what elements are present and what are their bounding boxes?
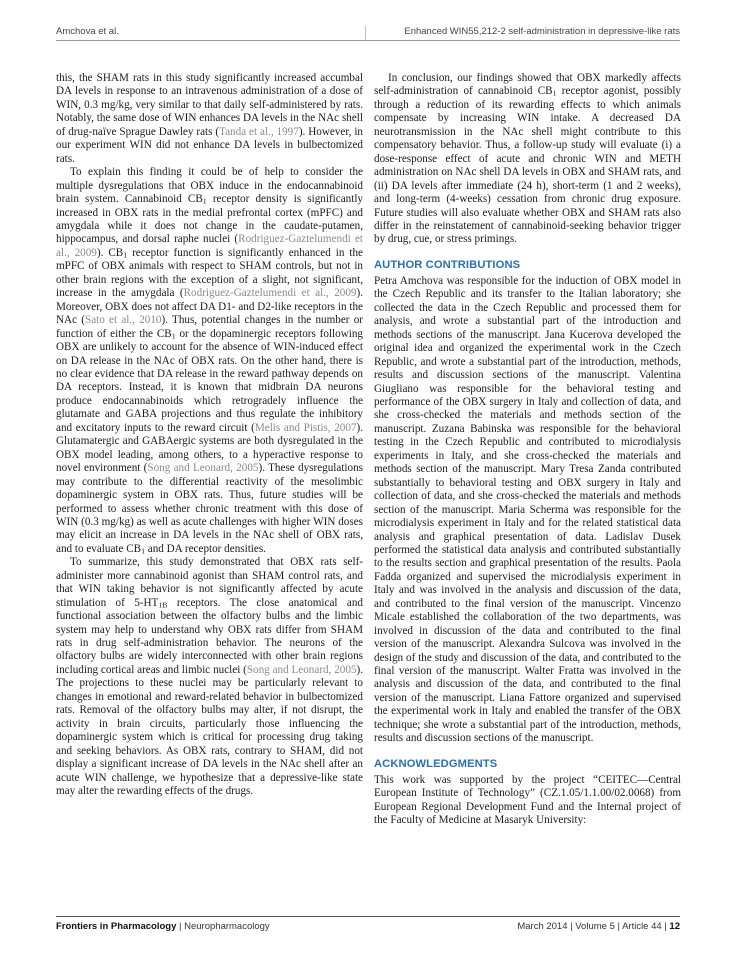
citation[interactable]: Tanda et al., 1997 [219,125,299,138]
citation[interactable]: Melis and Pistis, 2007 [254,421,357,434]
paragraph-acknowledgments: This work was supported by the project “CEITEC—Central European Institute of Technology” (CZ.1.05/1.1.00/02.0068) from European Regional Development Fund and the Internal project of the Faculty of Medicine at Masaryk University: [374,773,681,827]
paragraph-left-3: To summarize, this study demonstrated that OBX rats self-administer more cannabinoid agonist than SHAM control rats, and that WIN taking behavior is not significantly affected by acute stimulation of $5-HT_{1B}$ receptors. The close anatomical and functional association between the olfactory bulbs and the limbic system may help to understand why OBX rats differ from SHAM rats in drug self-administration behavior. The neurons of the olfactory bulbs are widely interconnected with other brain regions including cortical areas and limbic nuclei (Song and Leonard, 2005). The projections to these nuclei may be particularly relevant to changes in emotional and reward-related behavior in bulbectomized rats. Removal of the olfactory bulbs may alter, if not disrupt, the activity in brain circuits, particularly those influencing the dopaminergic system which is critical for processing drug taking and seeking behaviors. As OBX rats, contrary to SHAM, did not display a significant increase of DA levels in the NAc shell after an acute WIN challenge, we hypothesize that a depressive-like state may alter the rewarding effects of the drugs. [56,556,363,798]
footer-journal: Frontiers in Pharmacology | Neuropharmacology [56,921,270,932]
paragraph-left-2: To explain this finding it could be of help to consider the multiple dysregulations that OBX induce in the endocannabinoid brain system. Cannabinoid $CB_1$ receptor density is significantly increased in OBX rats in the medial prefrontal cortex (mPFC) and amygdala while it does not change in the caudate-putamen, hippocampus, and dorsal raphe nuclei (Rodriguez-Gaztelumendi et al., 2009). $CB_1$ receptor function is significantly enhanced in the mPFC of OBX animals with respect to SHAM controls, but not in other brain regions with the exception of a slight, not significant, increase in the amygdala (Rodriguez-Gaztelumendi et al., 2009). Moreover, OBX does not affect DA D1- and D2-like receptors in the NAc (Sato et al., 2010). Thus, potential changes in the number or function of either the $CB_1$ or the dopaminergic receptors following OBX are unlikely to account for the absence of WIN-induced effect on DA release in the NAc of OBX rats. On the other hand, there is no clear evidence that DA release in the reward pathway depends on DA receptors. Instead, it is known that midbrain DA neurons produce endocannabinoids which retrogradely influence the glutamate and GABA projections and thus regulate the inhibitory and excitatory inputs to the reward circuit (Melis and Pistis, 2007). Glutamatergic and GABAergic systems are both dysregulated in the OBX model leading, among others, to a hyperactive response to novel environment (Song and Leonard, 2005). These dysregulations may contribute to the differential reactivity of the mesolimbic dopaminergic system in OBX rats. Thus, future studies will be performed to assess whether chronic treatment with this dose of WIN (0.3 mg/kg) as well as acute challenges with higher WIN doses may elicit an increase in DA levels in the NAc shell of OBX rats, and to evaluate $CB_1$ and DA receptor densities. [56,166,364,556]
citation[interactable]: Rodriguez-Gaztelumendi et al., 2009 [183,287,357,300]
paragraph-left-1: this, the SHAM rats in this study significantly increased accumbal DA levels in response to an intravenous administration of a dose of WIN, 0.3 mg/kg, very similar to that daily self-administered by rats. Notably, the same dose of WIN enhances DA levels in the NAc shell of drug-naïve Sprague Dawley rats (Tanda et al., 1997). However, in our experiment WIN did not enhance DA levels in bulbectomized rats. [56,72,363,165]
citation[interactable]: Song and Leonard, 2005 [147,462,259,475]
citation[interactable]: Rodriguez-Gaztelumendi et al., 2009 [56,233,363,259]
running-header [56,22,680,38]
running-header-authors: Amchova et al. [56,26,119,37]
page-number: 12 [669,921,680,932]
paragraph-author-contributions: Petra Amchova was responsible for the induction of OBX model in the Czech Republic and its transfer to the Italian laboratory; she collected the data in the Czech Republic and processed them for analysis, and wrote a substantial part of the introduction and methods sections of the manuscript. Jana Kucerova developed the original idea and organized the experimental work in the Czech Republic, and wrote a substantial part of the introduction, methods, results and discussion sections of the manuscript. Valentina Giugliano was responsible for the behavioral testing and performance of the OBX surgery in Italy and collection of data, and she cross-checked the materials and methods section of the manuscript. Zuzana Babinska was responsible for the behavioral testing in the Czech Republic and contributed to microdialysis experiments in Italy, and she cross-checked the materials and methods section of the manuscript. Mary Tresa Zanda contributed substantially to behavioral testing and OBX surgery in Italy and collection of data, and she cross-checked the materials and methods section of the manuscript. Maria Scherma was responsible for the microdialysis experiment in Italy and for the related statistical data analysis and graphical presentation of data. Ladislav Dusek performed the statistical data analysis and contributed substantially to the results section and graphical presentation of the results. Paola Fadda organized and supervised the microdialysis experiment in Italy and was involved in the analysis and discussion of the data, and contributed to the final version of the manuscript. Vincenzo Micale established the collaboration of the two departments, was involved in discussion of the data and contributed to the final version of the manuscript. Alexandra Sulcova was involved in the design of the study and discussion of the data, and contributed to the final version of the manuscript. Walter Fratta was involved in the analysis and discussion of the data, and contributed to the final version of the manuscript. Liana Fattore organized and supervised the experimental work in Italy and enabled the transfer of the OBX technique; she wrote a substantial part of the introduction, methods, results and discussion sections of the manuscript. [374,274,681,745]
page-footer [56,921,680,935]
section-heading-acknowledgments: ACKNOWLEDGMENTS [374,757,498,770]
citation[interactable]: Sato et al., 2010 [85,314,162,327]
running-header-title: Enhanced WIN55,212-2 self-administration in depressive-like rats [404,26,680,37]
left-column [56,72,363,798]
header-separator [365,26,366,40]
right-column [374,72,681,828]
citation[interactable]: Song and Leonard, 2005 [246,663,357,676]
header-rule [56,40,680,41]
journal-link[interactable]: Frontiers in Pharmacology [56,921,177,932]
section-heading-author-contributions: AUTHOR CONTRIBUTIONS [374,258,521,271]
paragraph-right-1: In conclusion, our findings showed that OBX markedly affects self-administration of cannabinoid $CB_1$ receptor agonist, possibly through a reduction of its rewarding effects to which animals compensate by increasing WIN intake. A decreased DA neurotransmission in the NAc shell might contribute to this compensatory behavior. Thus, a follow-up study will evaluate (i) a dose-response effect of acute and chronic WIN and METH administration on NAc shell DA levels in OBX and SHAM rats, and (ii) DA levels after immediate (24 h), short-term (1 and 2 weeks), and long-term (4-weeks) cessation from chronic drug exposure. Future studies will also evaluate whether OBX and SHAM rats also differ in the reinstatement of cannabinoid-seeking behavior trigger by drug, cue, or stress primings. [374,72,681,246]
footer-rule [56,916,680,917]
footer-issue: March 2014 | Volume 5 | Article 44 | 12 [517,921,680,932]
